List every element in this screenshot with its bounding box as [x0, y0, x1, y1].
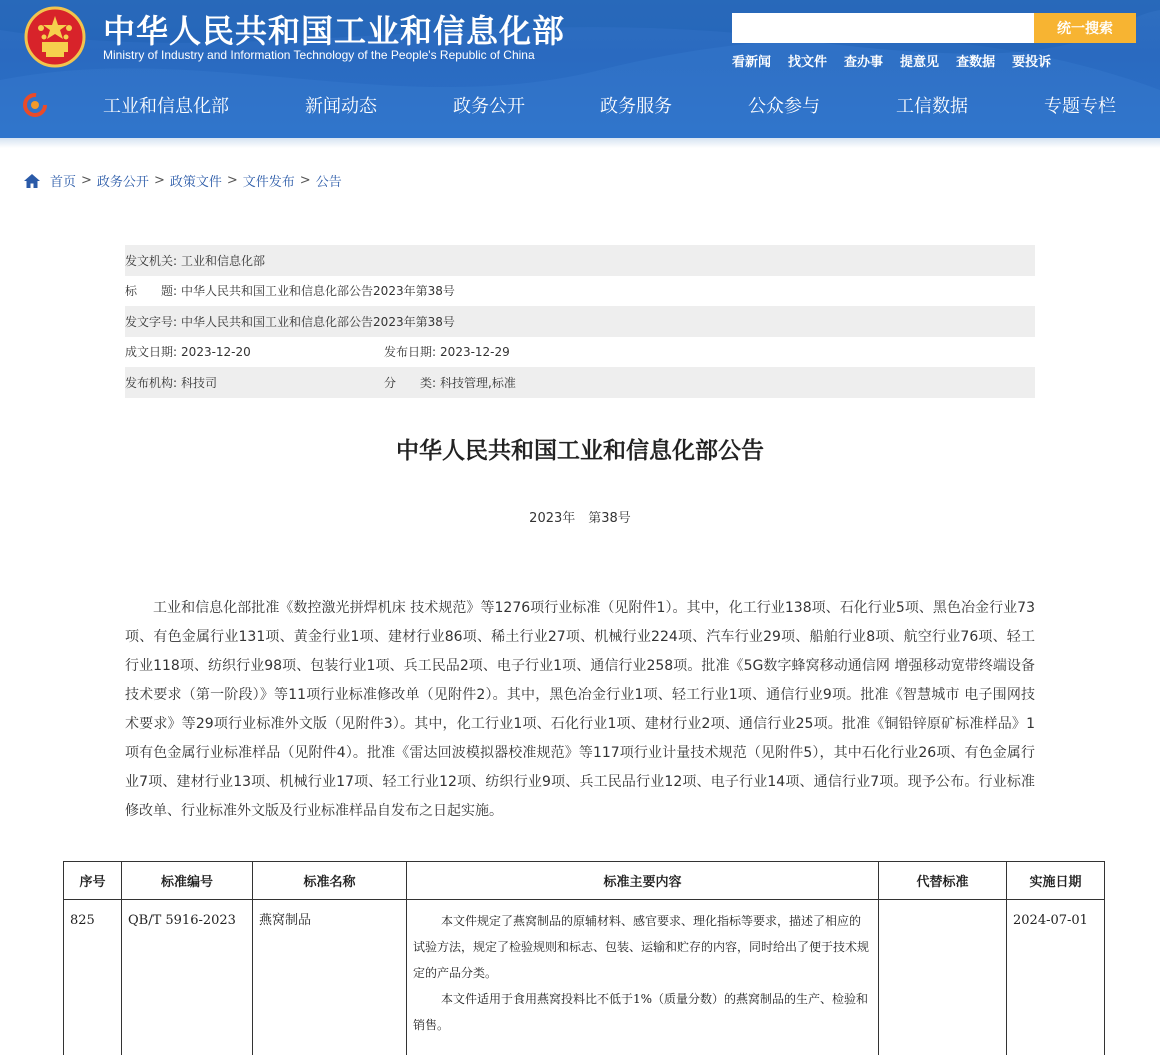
- meta-row-dates: [125, 337, 1035, 368]
- breadcrumb-government-affairs[interactable]: 政务公开: [96, 175, 149, 190]
- breadcrumb-home[interactable]: 首页: [50, 175, 77, 190]
- quick-link-complaint[interactable]: 要投诉: [1012, 55, 1052, 70]
- main-nav: [0, 92, 1160, 120]
- quick-link-news[interactable]: 看新闻: [732, 55, 772, 70]
- nav-item-miit[interactable]: 工业和信息化部: [103, 96, 229, 117]
- document-meta: [125, 245, 1035, 398]
- site-title: 中华人民共和国工业和信息化部: [103, 12, 566, 50]
- meta-doc-no-value: 中华人民共和国工业和信息化部公告2023年第38号: [181, 314, 455, 329]
- breadcrumb-separator: >: [81, 173, 92, 188]
- quick-link-data[interactable]: 查数据: [956, 55, 996, 70]
- breadcrumb-separator: >: [153, 173, 165, 188]
- breadcrumb-separator: >: [299, 173, 311, 188]
- meta-row-org: [125, 367, 1035, 398]
- meta-row-issuer: [125, 245, 1035, 276]
- home-icon[interactable]: [24, 174, 40, 188]
- meta-doc-no-label: 发文字号:: [125, 314, 178, 329]
- meta-title-value: 中华人民共和国工业和信息化部公告2023年第38号: [181, 284, 455, 299]
- meta-issuer-value: 工业和信息化部: [181, 253, 266, 268]
- meta-row-doc-no: [125, 306, 1035, 337]
- meta-row-title: [125, 276, 1035, 307]
- meta-category-label: 分 类:: [384, 375, 437, 390]
- column-header-content: 标准主要内容: [407, 862, 879, 900]
- cell-name: 燕窝制品: [253, 900, 407, 1055]
- breadcrumb-policy-files[interactable]: 政策文件: [169, 175, 222, 190]
- table-header-row: [64, 862, 1105, 900]
- table-row: [64, 900, 1105, 1055]
- meta-org-value: 科技司: [181, 375, 218, 390]
- meta-category-value: 科技管理,标准: [440, 375, 516, 390]
- quick-link-feedback[interactable]: 提意见: [900, 55, 940, 70]
- cell-no: 825: [64, 900, 122, 1055]
- nav-item-data[interactable]: 工信数据: [896, 96, 968, 117]
- header-divider: [0, 138, 1160, 148]
- cell-replaces: [879, 900, 1007, 1055]
- cell-date: 2024-07-01: [1007, 900, 1105, 1055]
- meta-org-label: 发布机构:: [125, 375, 178, 390]
- article-title: 中华人民共和国工业和信息化部公告: [396, 438, 764, 464]
- column-header-no: 序号: [64, 862, 122, 900]
- meta-published-value: 2023-12-29: [440, 344, 510, 359]
- meta-issuer-label: 发文机关:: [125, 253, 178, 268]
- search-input[interactable]: [732, 13, 1034, 43]
- site-subtitle: Ministry of Industry and Information Technology of the People's Republic of China: [103, 48, 535, 62]
- standards-table: [63, 861, 1105, 1055]
- breadcrumb-file-release[interactable]: 文件发布: [242, 175, 295, 190]
- meta-published-label: 发布日期:: [384, 345, 437, 360]
- meta-written-value: 2023-12-20: [181, 344, 251, 359]
- column-header-replaces: 代替标准: [879, 862, 1007, 900]
- breadcrumb-separator: >: [226, 173, 238, 188]
- site-header: [0, 0, 1160, 138]
- search-button[interactable]: 统一搜索: [1034, 13, 1136, 43]
- column-header-date: 实施日期: [1007, 862, 1105, 900]
- quick-link-files[interactable]: 找文件: [788, 55, 828, 70]
- column-header-name: 标准名称: [253, 862, 407, 900]
- breadcrumb: [24, 171, 342, 190]
- cell-content-paragraph-2: 本文件适用于食用燕窝投料比不低于1%（质量分数）的燕窝制品的生产、检验和销售。: [413, 992, 869, 1032]
- breadcrumb-announcement[interactable]: 公告: [315, 175, 342, 190]
- cell-code: QB/T 5916-2023: [122, 900, 253, 1055]
- nav-item-government-services[interactable]: 政务服务: [600, 96, 672, 117]
- cell-content-paragraph-1: 本文件规定了燕窝制品的原辅材料、感官要求、理化指标等要求，描述了相应的试验方法，规定了检验规则和标志、包装、运输和贮存的内容，同时给出了便于技术规定的产品分类。: [413, 914, 870, 980]
- cell-content: [407, 900, 879, 1055]
- nav-item-news[interactable]: 新闻动态: [305, 96, 377, 117]
- meta-title-label: 标 题:: [125, 284, 178, 299]
- quick-links: [732, 51, 1051, 70]
- quick-link-services[interactable]: 查办事: [844, 55, 884, 70]
- nav-item-topics[interactable]: 专题专栏: [1044, 96, 1116, 117]
- nav-item-public-participation[interactable]: 公众参与: [748, 96, 820, 117]
- meta-written-label: 成文日期:: [125, 345, 178, 360]
- national-emblem-icon: [24, 6, 86, 68]
- nav-item-government-affairs[interactable]: 政务公开: [453, 96, 525, 117]
- article-number: 2023年 第38号: [529, 511, 631, 526]
- article-body: 工业和信息化部批准《数控激光拼焊机床 技术规范》等1276项行业标准（见附件1）。其中，化工行业138项、石化行业5项、黑色冶金行业73项、有色金属行业131项、黄金行业1项、建材行业86项、稀土行业27项、机械行业224项、汽车行业29项、船舶行业8项、航空行业76项、轻工行业118项、纺织行业98项、包装行业1项、兵工民品2项、电子行业1项、通信行业258项。批准《5G数字蜂窝移动通信网 增强移动宽带终端设备技术要求（第一阶段）》等11项行业标准修改单（见附件2）。其中，黑色冶金行业1项、轻工行业1项、通信行业9项。批准《智慧城市 电子围网技术要求》等29项行业标准外文版（见附件3）。其中，化工行业1项、石化行业1项、建材行业2项、通信行业25项。批准《铜铅锌原矿标准样品》1项有色金属行业标准样品（见附件4）。批准《雷达回波模拟器校准规范》等117项行业计量技术规范（见附件5），其中石化行业26项、有色金属行业7项、建材行业13项、机械行业17项、轻工行业12项、纺织行业9项、兵工民品行业12项、电子行业14项、通信行业7项。现予公布。行业标准修改单、行业标准外文版及行业标准样品自发布之日起实施。: [125, 600, 1035, 819]
- column-header-code: 标准编号: [122, 862, 253, 900]
